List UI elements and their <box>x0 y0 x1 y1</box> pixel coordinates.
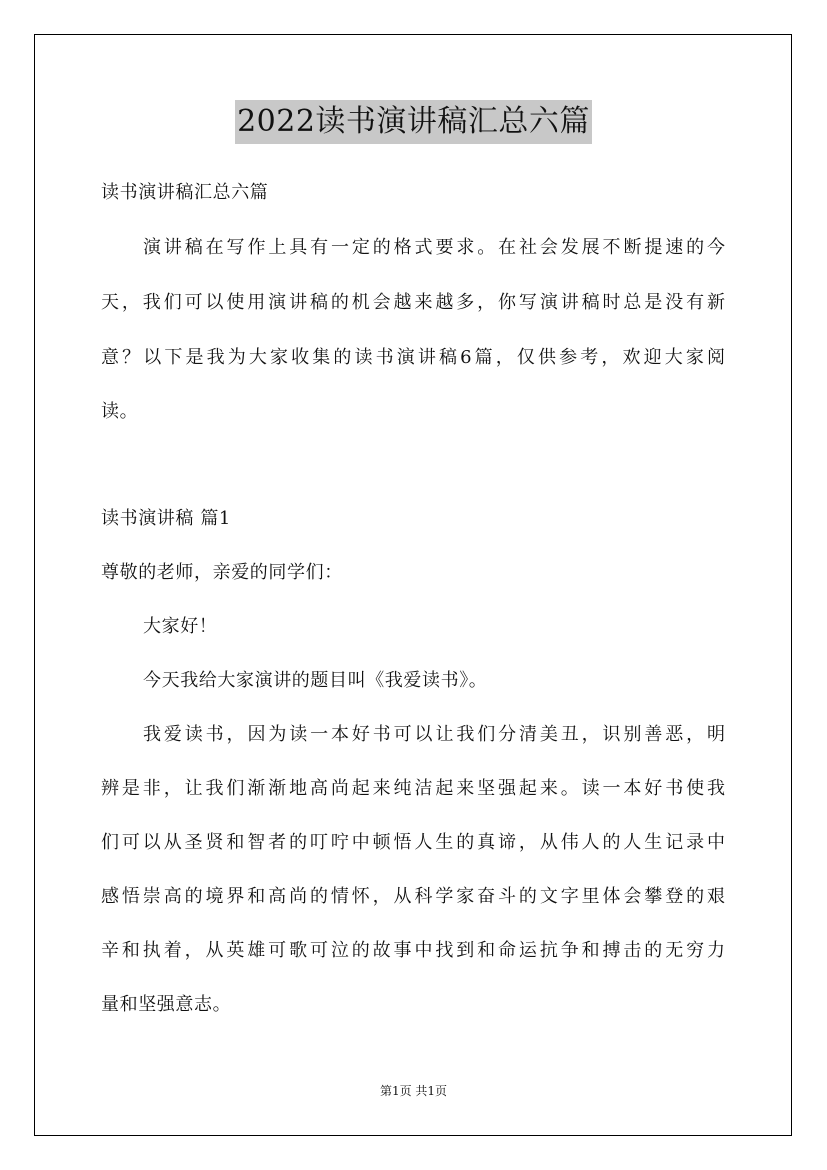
salutation: 尊敬的老师，亲爱的同学们： <box>101 562 343 583</box>
body-line-6: 量和坚强意志。 <box>101 994 232 1015</box>
page-footer: 第1页 共1页 <box>379 1084 448 1098</box>
intro-line-1: 演讲稿在写作上具有一定的格式要求。在社会发展不断提速的今 <box>143 237 725 258</box>
body-line-5: 辛和执着，从英雄可歌可泣的故事中找到和命运抗争和搏击的无穷力 <box>101 940 725 961</box>
greeting: 大家好！ <box>143 616 218 637</box>
title-container <box>0 100 827 144</box>
intro-line-4: 读。 <box>101 401 139 422</box>
body-line-1: 我爱读书，因为读一本好书可以让我们分清美丑，识别善恶，明 <box>143 724 725 745</box>
body-line-3: 们可以从圣贤和智者的叮咛中顿悟人生的真谛，从伟人的人生记录中 <box>101 832 725 853</box>
intro-line-2: 天，我们可以使用演讲稿的机会越来越多，你写演讲稿时总是没有新 <box>101 292 725 313</box>
section-heading: 读书演讲稿 篇1 <box>101 508 231 529</box>
topic-line: 今天我给大家演讲的题目叫《我爱读书》。 <box>143 670 488 691</box>
document-title: 2022读书演讲稿汇总六篇 <box>235 100 592 144</box>
document-subtitle: 读书演讲稿汇总六篇 <box>101 182 269 203</box>
body-line-4: 感悟崇高的境界和高尚的情怀，从科学家奋斗的文字里体会攀登的艰 <box>101 886 725 907</box>
body-line-2: 辨是非，让我们渐渐地高尚起来纯洁起来坚强起来。读一本好书使我 <box>101 778 725 799</box>
intro-line-3: 意？以下是我为大家收集的读书演讲稿6篇，仅供参考，欢迎大家阅 <box>101 347 725 368</box>
